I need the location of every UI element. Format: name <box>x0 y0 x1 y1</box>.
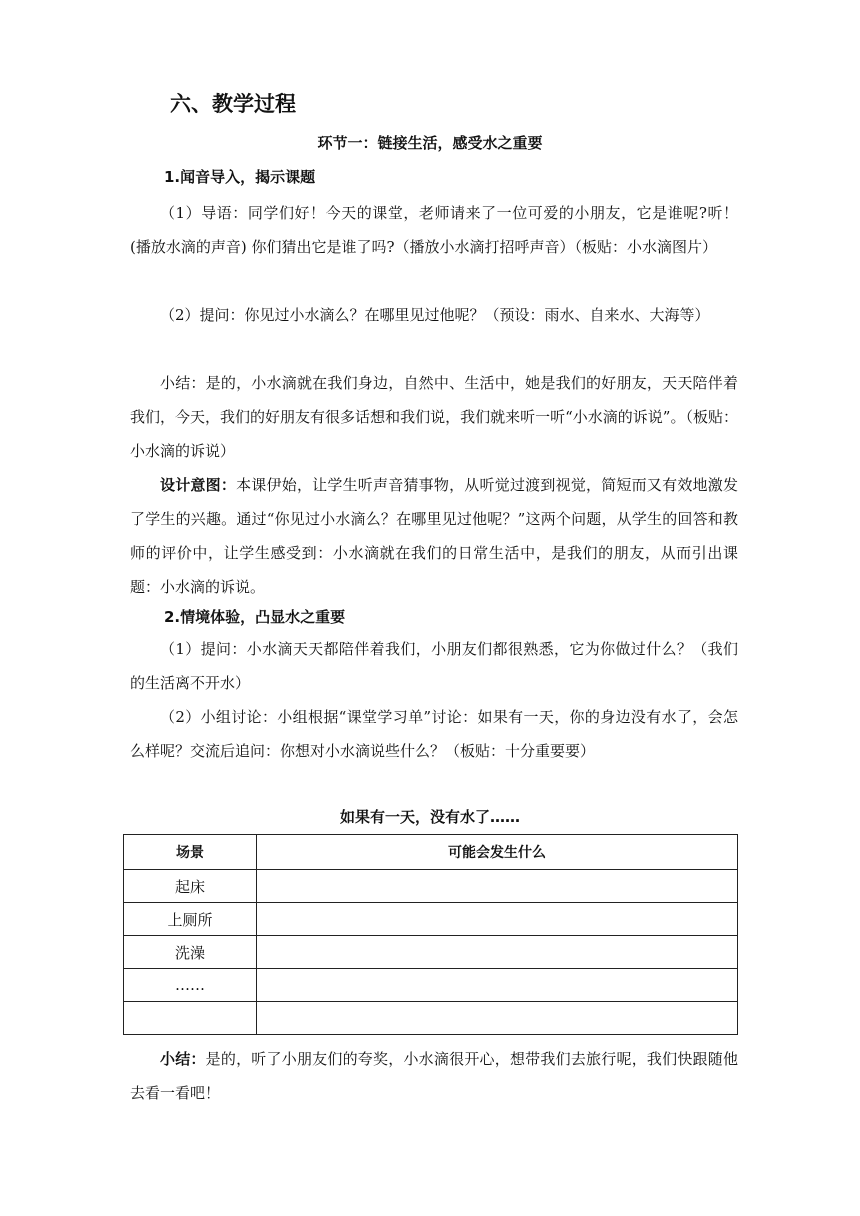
part2-heading: 2.情境体验，凸显水之重要 <box>164 608 346 626</box>
closing-text: 是的，听了小朋友们的夸奖，小水滴很开心，想带我们去旅行呢，我们快跟随他去看一看吧！ <box>130 1050 738 1102</box>
answer-cell <box>257 936 738 969</box>
part2-paragraph-1: （1）提问：小水滴天天都陪伴着我们，小朋友们都很熟悉，它为你做过什么？（我们的生活离不开水） <box>130 640 738 692</box>
table-caption: 如果有一天，没有水了…… <box>339 808 520 826</box>
part1-paragraph-2: （2）提问：你见过小水滴么？在哪里见过他呢？（预设：雨水、自来水、大海等） <box>160 306 710 324</box>
table-row <box>124 969 738 1002</box>
scene-cell: 上厕所 <box>124 903 257 936</box>
design-intent-label: 设计意图： <box>160 476 237 494</box>
table-row <box>124 936 738 969</box>
table-row <box>124 870 738 903</box>
header-what-happens: 可能会发生什么 <box>257 835 738 870</box>
answer-cell <box>257 903 738 936</box>
table-row <box>124 903 738 936</box>
table-row <box>124 1002 738 1035</box>
part1-heading: 1.闻音导入，揭示课题 <box>164 168 316 186</box>
answer-cell <box>257 1002 738 1035</box>
scene-cell: 洗澡 <box>124 936 257 969</box>
scene-cell: …… <box>124 969 257 1002</box>
part1-summary: 小结：是的，小水滴就在我们身边，自然中、生活中，她是我们的好朋友，天天陪伴着我们，今天，我们的好朋友有很多话想和我们说，我们就来听一听“小水滴的诉说”。（板贴：小水滴的诉说） <box>130 374 738 460</box>
design-intent-paragraph <box>130 468 738 604</box>
part2-paragraph-2: （2）小组讨论：小组根据“课堂学习单”讨论：如果有一天，你的身边没有水了，会怎么样呢？交流后追问：你想对小水滴说些什么？（板贴：十分重要要） <box>130 708 738 760</box>
scene-cell: 起床 <box>124 870 257 903</box>
table-header-row <box>124 835 738 870</box>
closing-summary <box>130 1042 738 1110</box>
answer-cell <box>257 870 738 903</box>
scene-cell <box>124 1002 257 1035</box>
scenario-table <box>123 834 738 1035</box>
design-intent-text: 本课伊始，让学生听声音猜事物，从听觉过渡到视觉，简短而又有效地激发了学生的兴趣。通过“你见过小水滴么？在哪里见过他呢？”这两个问题，从学生的回答和教师的评价中，让学生感受到：小水滴就在我们的日常生活中，是我们的朋友，从而引出课题：小水滴的诉说。 <box>130 476 738 596</box>
answer-cell <box>257 969 738 1002</box>
section-heading: 六、教学过程 <box>170 92 296 116</box>
part1-paragraph-1: （1）导语：同学们好！今天的课堂，老师请来了一位可爱的小朋友，它是谁呢?听！(播放水滴的声音) 你们猜出它是谁了吗?（播放小水滴打招呼声音）（板贴：小水滴图片） <box>130 204 738 256</box>
closing-label: 小结： <box>160 1050 206 1068</box>
stage-title: 环节一：链接生活，感受水之重要 <box>317 134 543 152</box>
header-scene: 场景 <box>124 835 257 870</box>
